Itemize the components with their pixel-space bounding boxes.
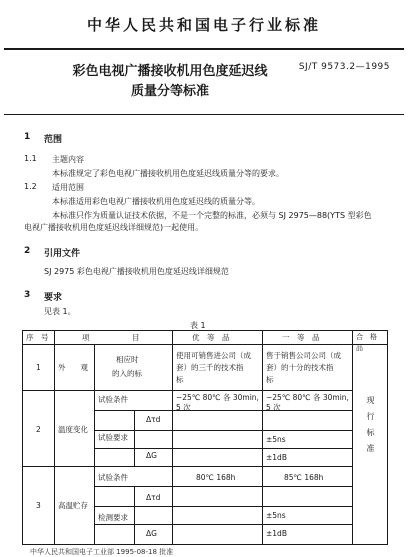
requirements-table — [22, 330, 388, 545]
table-col-rule — [134, 486, 135, 544]
header-premium: 优 等 品 — [192, 333, 230, 342]
row-1-item: 外 观 — [58, 363, 88, 372]
row-1-first: 套）的十分的技术指 — [266, 363, 334, 372]
table-row-rule — [94, 506, 352, 507]
table-col-rule — [352, 330, 353, 545]
header-qualified: 合 格 品 — [356, 333, 384, 352]
approval-footer: 中华人民共和国电子工业部 1995-08-18 批准 — [30, 548, 174, 556]
row-3-number: 3 — [36, 501, 41, 510]
table-caption: 表 1 — [190, 321, 206, 330]
subsection-1-2-number: 1.2 — [24, 182, 37, 191]
standard-code: SJ/T 9573.2—1995 — [298, 62, 390, 72]
table-row-rule — [22, 390, 352, 391]
table-row-rule — [94, 486, 352, 487]
section-3-number: 3 — [24, 290, 31, 300]
table-row-rule — [94, 410, 352, 411]
section-1-title: 范围 — [44, 135, 63, 145]
table-border-top — [22, 330, 388, 331]
section-2-title: 引用文件 — [44, 249, 81, 259]
row-2-first-condition: −25℃ 80℃ 各 30min, — [266, 393, 349, 402]
table-col-rule — [172, 330, 173, 545]
row-2-symbol: ΔG — [146, 451, 157, 460]
row-1-number: 1 — [36, 363, 41, 372]
row-2-premium-condition: −25℃ 80℃ 各 30min, — [176, 393, 259, 402]
row-1-first: 标 — [266, 375, 274, 384]
row-1-first: 售于销售公司公司（成 — [266, 351, 341, 360]
table-col-rule — [54, 330, 55, 545]
table-header-rule — [22, 344, 388, 345]
row-1-subitem: 的入的标 — [112, 369, 142, 378]
table-border-bottom — [22, 544, 388, 545]
section-3-text: 见表 1。 — [44, 307, 76, 316]
section-1-number: 1 — [24, 132, 31, 142]
row-1-premium: 套）的三千的技术指 — [176, 363, 244, 372]
table-row-rule — [94, 448, 352, 449]
row-2-first-value: ±5ns — [266, 435, 286, 444]
header-item: 目 — [132, 333, 140, 342]
section-2-text: SJ 2975 彩色电视广播接收机用色度延迟线详细规范 — [44, 267, 229, 276]
row-2-symbol: Δτd — [146, 415, 161, 424]
title-rule — [4, 114, 404, 115]
subsection-1-1-title: 主题内容 — [52, 155, 84, 164]
row-3-premium-condition: 80℃ 168h — [196, 473, 236, 482]
row-3-measure-label: 检测要求 — [98, 513, 128, 522]
subsection-1-2-line: 电视广播接收机用色度延迟线详细规范)一起使用。 — [24, 223, 204, 232]
row-3-condition-label: 试验条件 — [98, 473, 128, 482]
row-3-symbol: Δτd — [146, 493, 161, 502]
subsection-1-2-title: 适用范围 — [52, 183, 84, 192]
row-1-premium: 标 — [176, 375, 184, 384]
table-border-left — [22, 330, 23, 545]
subsection-1-1-text: 本标准规定了彩色电视广播接收机用色度延迟线质量分等的要求。 — [52, 169, 284, 178]
table-col-rule — [262, 330, 263, 545]
row-3-first-value: ±5ns — [266, 511, 286, 520]
header-number: 序 号 — [26, 333, 49, 342]
row-2-measure-label: 试验要求 — [98, 433, 128, 442]
subsection-1-2-line: 本标准只作为质量认证技术依据，不是一个完整的标准，必须与 SJ 2975—88(YTS 型彩色 — [52, 211, 372, 220]
row-2-item: 温度变化 — [58, 425, 88, 434]
row-2-number: 2 — [36, 425, 41, 434]
table-row-rule — [22, 466, 352, 467]
table-col-rule — [94, 344, 95, 545]
section-3-title: 要求 — [44, 293, 63, 303]
section-2-number: 2 — [24, 246, 31, 256]
subsection-1-1-number: 1.1 — [24, 154, 37, 163]
document-title-line2: 质量分等标准 — [130, 84, 209, 99]
header-first-class: 一 等 品 — [282, 333, 320, 342]
row-1-subitem: 相应时 — [116, 355, 139, 364]
row-1-premium: 使用可销售进公司（成 — [176, 351, 251, 360]
row-3-symbol: ΔG — [146, 529, 157, 538]
row-2-condition-label: 试验条件 — [98, 395, 128, 404]
row-3-first-condition: 85℃ 168h — [284, 473, 324, 482]
table-col-rule — [134, 410, 135, 466]
row-3-first-value: ±1dB — [266, 529, 287, 538]
header-rule — [4, 48, 404, 50]
table-row-rule — [94, 430, 352, 431]
header-item: 项 — [82, 333, 90, 342]
row-2-first-value: ±1dB — [266, 453, 287, 462]
document-title-line1: 彩色电视广播接收机用色度延迟线 — [72, 64, 268, 79]
row-2-first-cycles: 5 次 — [266, 403, 281, 412]
qualified-note: 现行标准 — [366, 396, 375, 460]
row-2-premium-cycles: 5 次 — [176, 403, 191, 412]
issuer-title: 中华人民共和国电子行业标准 — [86, 16, 321, 34]
table-row-rule — [94, 524, 352, 525]
row-3-item: 高温贮存 — [58, 501, 88, 510]
subsection-1-2-line: 本标准适用彩色电视广播接收机用色度延迟线的质量分等。 — [52, 197, 260, 206]
table-border-right — [387, 330, 388, 545]
